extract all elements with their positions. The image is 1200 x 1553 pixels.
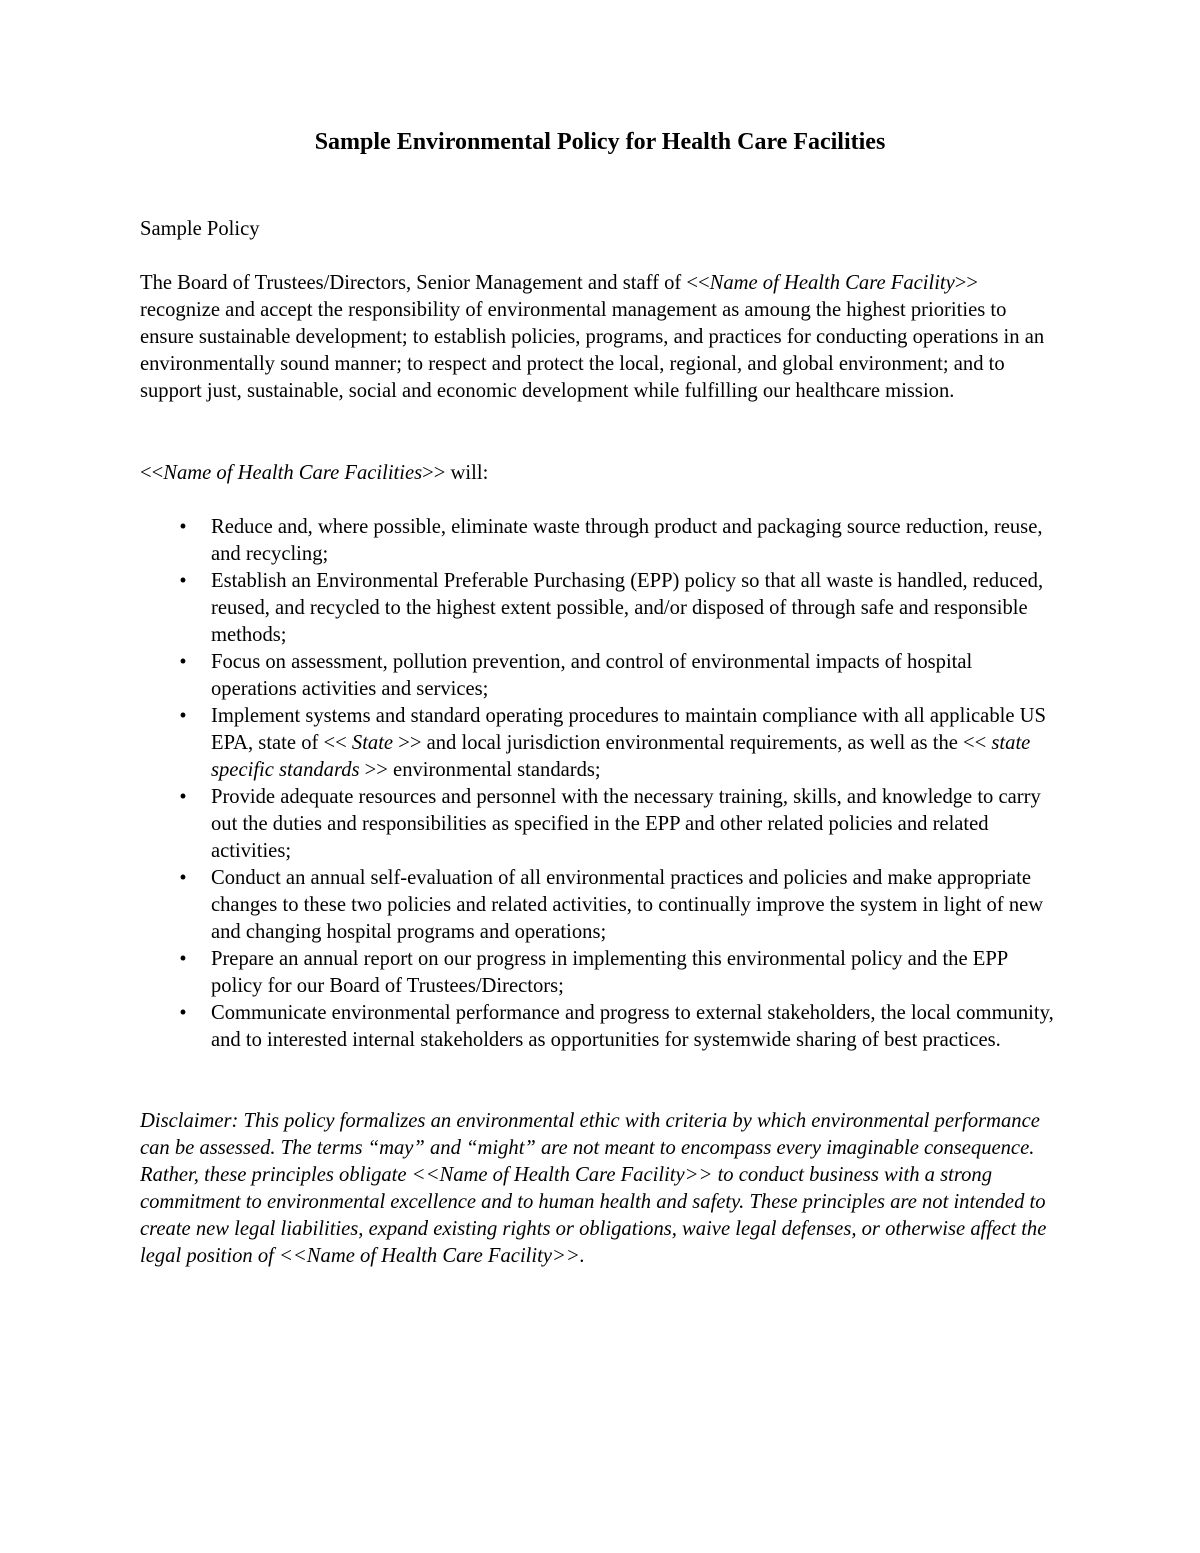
list-item <box>140 568 1060 649</box>
bullet-icon: • <box>179 651 187 673</box>
list-item-text: Establish an Environmental Preferable Purchasing (EPP) policy so that all waste is handled, reduced, reused, and recycled to the highest extent possible, and/or disposed of through safe and responsible methods; <box>211 570 1044 646</box>
list-item <box>140 649 1060 703</box>
intro-rest: >> recognize and accept the responsibility of environmental management as amoung the highest priorities to ensure sustainable development; to establish policies, programs, and practices for conducting operations in an environmentally sound manner; to respect and protect the local, regional, and global environment; and to support just, sustainable, social and economic development while fulfilling our healthcare mission. <box>140 272 1045 402</box>
list-item-text: Reduce and, where possible, eliminate waste through product and packaging source reduction, reuse, and recycling; <box>211 516 1043 565</box>
list-item-text: Focus on assessment, pollution prevention, and control of environmental impacts of hospital operations activities and services; <box>211 651 973 700</box>
list-item <box>140 514 1060 568</box>
bullet-icon: • <box>179 948 187 970</box>
list-item <box>140 1000 1060 1054</box>
document-title: Sample Environmental Policy for Health Care Facilities <box>314 129 886 155</box>
compliance-part2: >> and local jurisdiction environmental requirements, as well as the << <box>393 732 992 754</box>
facilities-will-line <box>140 460 488 487</box>
list-item-text <box>211 705 1046 781</box>
list-item-text: Communicate environmental performance and progress to external stakeholders, the local community, and to interested internal stakeholders as opportunities for systemwide sharing of best practices. <box>211 1002 1054 1051</box>
list-item-text: Conduct an annual self-evaluation of all environmental practices and policies and make appropriate changes to these two policies and related activities, to continually improve the system in light of new and changing hospital programs and operations; <box>211 867 1044 943</box>
standards-placeholder: state specific standards <box>211 732 1031 781</box>
compliance-part3: >> environmental standards; <box>359 759 601 781</box>
commitments-list <box>140 514 1060 1054</box>
bullet-icon: • <box>179 570 187 592</box>
bullet-icon: • <box>179 867 187 889</box>
list-item-text: Provide adequate resources and personnel with the necessary training, skills, and knowledge to carry out the duties and responsibilities as specified in the EPP and other related policies and related activities; <box>211 786 1041 862</box>
list-item <box>140 784 1060 865</box>
state-placeholder: State <box>351 732 394 754</box>
compliance-part1: Implement systems and standard operating procedures to maintain compliance with all applicable US EPA, state of << <box>211 705 1046 754</box>
list-item <box>140 703 1060 784</box>
intro-lead: The Board of Trustees/Directors, Senior Management and staff of << <box>140 272 710 294</box>
will-open: << <box>140 462 164 484</box>
bullet-icon: • <box>179 786 187 808</box>
intro-paragraph <box>140 270 1060 405</box>
facility-name-placeholder: Name of Health Care Facility <box>709 272 955 294</box>
facilities-name-placeholder: Name of Health Care Facilities <box>163 462 423 484</box>
list-item <box>140 946 1060 1000</box>
bullet-icon: • <box>179 705 187 727</box>
bullet-icon: • <box>179 516 187 538</box>
will-close: >> will: <box>422 462 489 484</box>
bullet-icon: • <box>179 1002 187 1024</box>
list-item-text: Prepare an annual report on our progress in implementing this environmental policy and the EPP policy for our Board of Trustees/Directors; <box>211 948 1008 997</box>
disclaimer-paragraph: Disclaimer: This policy formalizes an environmental ethic with criteria by which environmental performance can be assessed. The terms “may” and “might” are not meant to encompass every imaginable consequence. Rather, these principles obligate <<Name of Health Care Facility>> to conduct business with a strong commitment to environmental excellence and to human health and safety. These principles are not intended to create new legal liabilities, expand existing rights or obligations, waive legal defenses, or otherwise affect the legal position of <<Name of Health Care Facility>>. <box>140 1110 1047 1267</box>
list-item <box>140 865 1060 946</box>
section-label: Sample Policy <box>140 218 260 240</box>
